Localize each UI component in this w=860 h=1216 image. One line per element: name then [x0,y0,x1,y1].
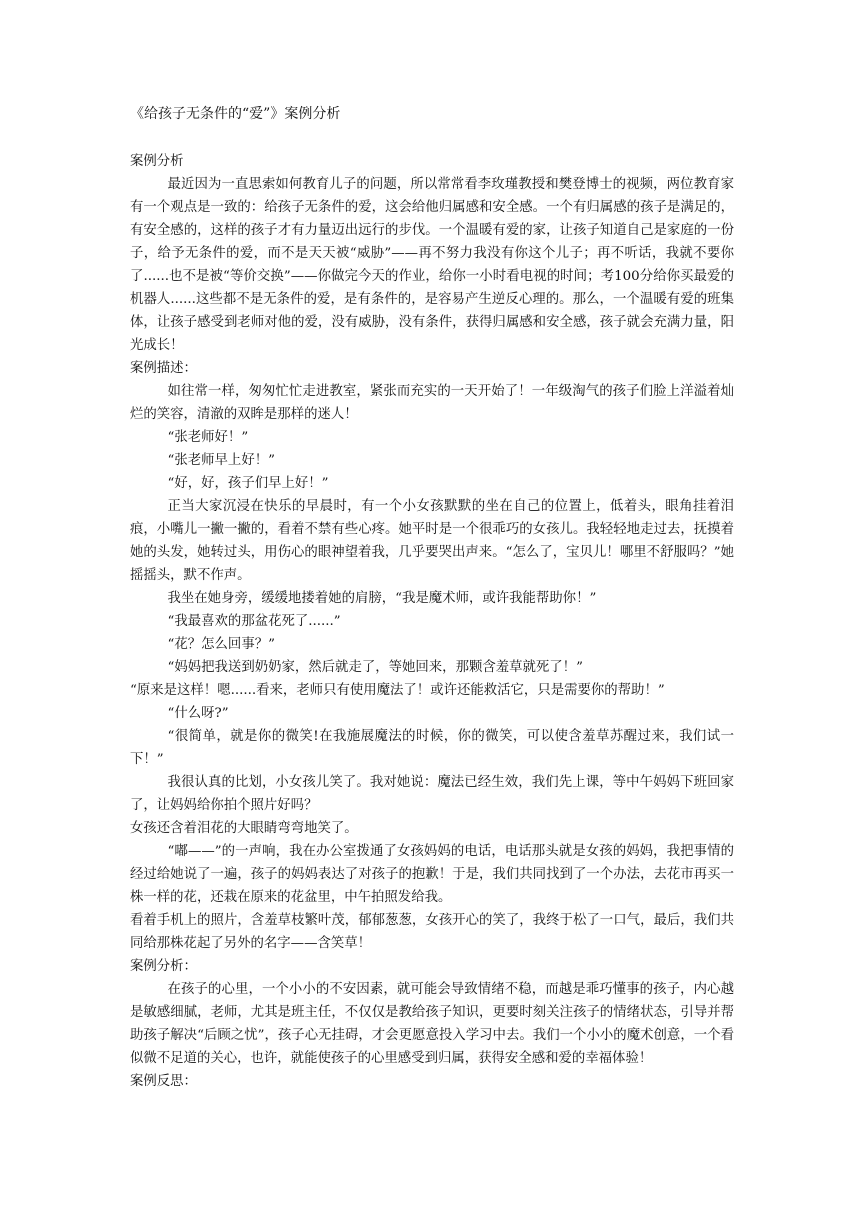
dialogue-line: “妈妈把我送到奶奶家，然后就走了，等她回来，那颗含羞草就死了！” [167,660,583,675]
dialogue-line: “张老师早上好！” [167,453,275,468]
paragraph: 我坐在她身旁，缓缓地搂着她的肩膀，“我是魔术师，或许我能帮助你！” [167,591,597,606]
section-heading-analysis: 案例分析 [130,154,184,169]
paragraph: 看着手机上的照片，含羞草枝繁叶茂，郁郁葱葱，女孩开心的笑了，我终于松了一口气，最后，我们共同给那株花起了另外的名字——含笑草！ [130,913,734,951]
section-heading-description: 案例描述： [130,361,197,376]
dialogue-line: “很简单，就是你的微笑!在我施展魔法的时候，你的微笑，可以使含羞草苏醒过来，我们试一下！” [130,729,734,767]
intro-paragraph: 最近因为一直思索如何教育儿子的问题，所以常常看李玫瑾教授和樊登博士的视频，两位教育家有一个观点是一致的：给孩子无条件的爱，这会给他归属感和安全感。一个有归属感的孩子是满足的，有安全感的，这样的孩子才有力量迈出远行的步伐。一个温暖有爱的家，让孩子知道自己是家庭的一份子，给予无条件的爱，而不是天天被“威胁”——再不努力我没有你这个儿子；再不听话，我就不要你了......也不是被“等价交换”——你做完今天的作业，给你一小时看电视的时间；考100分给你买最爱的机器人......这些都不是无条件的爱，是有条件的，是容易产生逆反心理的。那么，一个温暖有爱的班集体，让孩子感受到老师对他的爱，没有威胁，没有条件，获得归属感和安全感，孩子就会充满力量，阳光成长！ [130,177,734,353]
paragraph: 正当大家沉浸在快乐的早晨时，有一个小女孩默默的坐在自己的位置上，低着头，眼角挂着泪痕，小嘴儿一撇一撇的，看着不禁有些心疼。她平时是一个很乖巧的女孩儿。我轻轻地走过去，抚摸着她的头发，她转过头，用伤心的眼神望着我，几乎要哭出声来。“怎么了，宝贝儿！哪里不舒服吗？”她摇摇头，默不作声。 [130,499,734,583]
paragraph: “嘟——”的一声响，我在办公室拨通了女孩妈妈的电话，电话那头就是女孩的妈妈，我把事情的经过给她说了一遍，孩子的妈妈表达了对孩子的抱歉！于是，我们共同找到了一个办法，去花市再买一株一样的花，还栽在原来的花盆里，中午拍照发给我。 [130,844,734,905]
dialogue-line: “原来是这样！嗯......看来，老师只有使用魔法了！或许还能救活它，只是需要你的帮助！” [130,683,665,698]
paragraph: 我很认真的比划，小女孩儿笑了。我对她说：魔法已经生效，我们先上课，等中午妈妈下班回家了，让妈妈给你拍个照片好吗？ [130,775,734,813]
paragraph: 如往常一样，匆匆忙忙走进教室，紧张而充实的一天开始了！一年级淘气的孩子们脸上洋溢着灿烂的笑容，清澈的双眸是那样的迷人！ [130,384,734,422]
document-page [130,100,734,1093]
section-heading-reflection: 案例反思： [130,1074,197,1089]
section-heading-analysis-2: 案例分析： [130,959,197,974]
document-title: 《给孩子无条件的“爱”》案例分析 [130,106,341,122]
dialogue-line: “什么呀?” [167,706,229,721]
dialogue-line: “好，好，孩子们早上好！” [167,476,329,491]
analysis-paragraph: 在孩子的心里，一个小小的不安因素，就可能会导致情绪不稳，而越是乖巧懂事的孩子，内心越是敏感细腻，老师，尤其是班主任，不仅仅是教给孩子知识，更要时刻关注孩子的情绪状态，引导并帮助孩子解决“后顾之忧”，孩子心无挂碍，才会更愿意投入学习中去。我们一个小小的魔术创意，一个看似微不足道的关心，也许，就能使孩子的心里感受到归属，获得安全感和爱的幸福体验！ [130,982,734,1066]
dialogue-line: “花？怎么回事？” [167,637,275,652]
paragraph: 女孩还含着泪花的大眼睛弯弯地笑了。 [130,821,358,836]
dialogue-line: “我最喜欢的那盆花死了......” [167,614,341,629]
dialogue-line: “张老师好！” [167,430,249,445]
